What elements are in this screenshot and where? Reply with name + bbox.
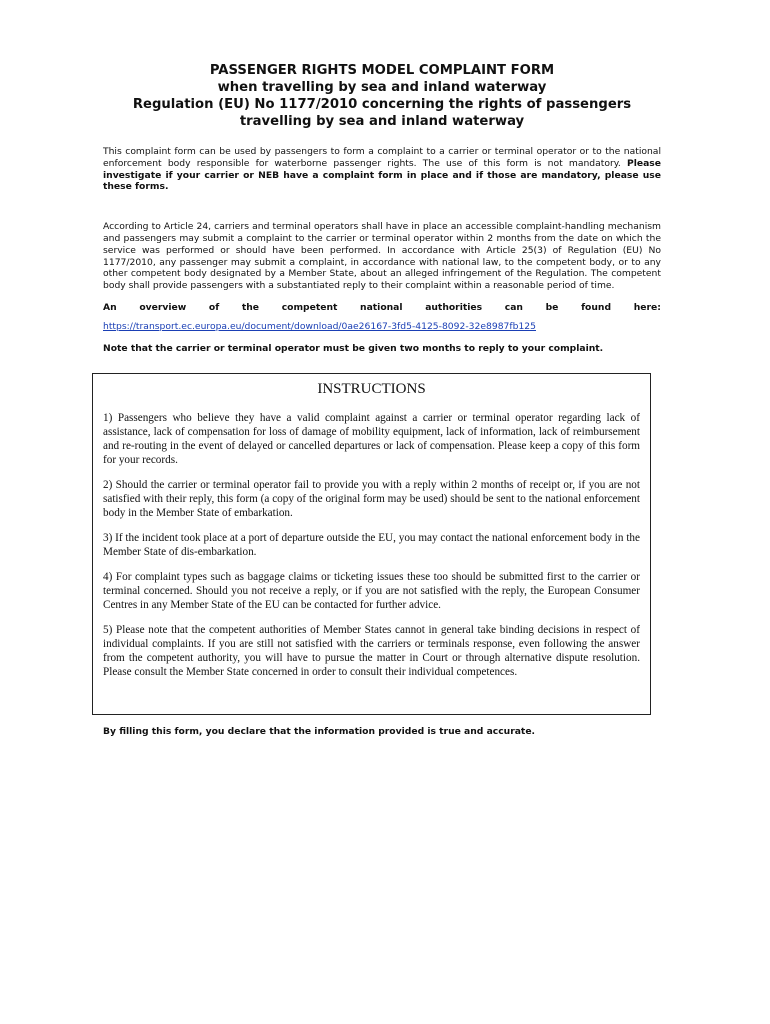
reply-note: Note that the carrier or terminal operator must be given two months to reply to your complaint. — [103, 342, 604, 354]
overview-word: can — [504, 301, 523, 313]
instructions-box — [92, 373, 651, 715]
instructions-title: INSTRUCTIONS — [317, 381, 426, 397]
overview-word: competent — [281, 301, 338, 313]
intro-paragraph — [103, 146, 661, 193]
overview-word: national — [360, 301, 403, 313]
form-subtitle: when travelling by sea and inland waterway — [217, 80, 547, 95]
instruction-item: 3) If the incident took place at a port of departure outside the EU, you may contact the national enforcement body in the Member State of dis-embarkation. — [103, 532, 640, 558]
instruction-item: 2) Should the carrier or terminal operator fail to provide you with a reply within 2 months of receipt or, if you are not satisfied with their reply, this form (a copy of the original form may be used) should be sent to the national enforcement body in the Member State of embarkation. — [103, 479, 640, 519]
intro-bold-text: Please investigate if your carrier or NEB have a complaint form in place and if those are mandatory, please use these forms. — [103, 157, 661, 193]
form-title: PASSENGER RIGHTS MODEL COMPLAINT FORM — [209, 63, 555, 78]
overview-word: overview — [139, 301, 187, 313]
overview-word: authorities — [425, 301, 483, 313]
overview-word: be — [545, 301, 559, 313]
overview-line — [103, 302, 661, 314]
instruction-item: 1) Passengers who believe they have a valid complaint against a carrier or terminal operator regarding lack of assistance, lack of compensation for loss of damage of mobility equipment, lack of information, lack of reimbursement and re-routing in the event of delayed or cancelled departures or lack of compensation. Please keep a copy of this form for your records. — [103, 412, 640, 466]
declaration-text: By filling this form, you declare that the information provided is true and accurate. — [103, 726, 536, 737]
overview-word: here: — [633, 301, 661, 313]
intro-text: This complaint form can be used by passengers to form a complaint to a carrier or terminal operator or to the national enforcement body responsible for waterborne passenger rights. The use of this form is not mandatory. — [103, 146, 661, 169]
overview-word: An — [103, 301, 117, 313]
regulation-subtitle: travelling by sea and inland waterway — [239, 114, 525, 129]
regulation-title: Regulation (EU) No 1177/2010 concerning the rights of passengers — [132, 97, 632, 112]
overview-word: of — [208, 301, 220, 313]
instruction-item: 5) Please note that the competent authorities of Member States cannot in general take binding decisions in respect of individual complaints. If you are still not satisfied with the carriers or terminals response, even following the answer from the competent authority, you will have to pursue the matter in Court or through alternative dispute resolution. Please consult the Member State concerned in order to consult their individual competences. — [103, 624, 640, 678]
instruction-item: 4) For complaint types such as baggage claims or ticketing issues these too should be submitted first to the carrier or terminal concerned. Should you not receive a reply, or if you are not satisfied with the reply, the European Consumer Centres in any Member State of the EU can be contacted for further advice. — [103, 571, 640, 611]
overview-word: found — [581, 301, 612, 313]
form-title-block — [103, 62, 661, 130]
authorities-link[interactable]: https://transport.ec.europa.eu/document/download/0ae26167-3fd5-4125-8092-32e8987fb125 — [103, 320, 536, 332]
article-paragraph: According to Article 24, carriers and terminal operators shall have in place an accessible complaint-handling mechanism and passengers may submit a complaint to the carrier or terminal operator within 2 months from the date on which the service was performed or should have been performed. In accordance with Article 25(3) of Regulation (EU) No 1177/2010, any passenger may submit a complaint, in accordance with national law, to the competent body, or to any other competent body designated by a Member State, about an alleged infringement of the Regulation. The competent body shall provide passengers with a substantiated reply to their complaint within a reasonable period of time. — [103, 221, 661, 292]
overview-word: the — [241, 301, 260, 313]
